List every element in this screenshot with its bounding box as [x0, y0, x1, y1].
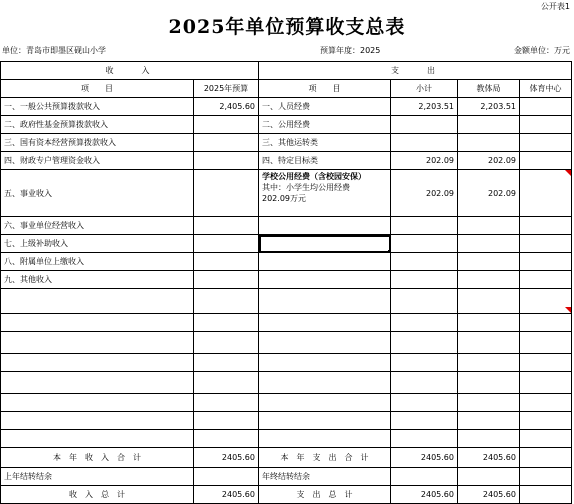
cell-income-value[interactable]	[194, 217, 259, 235]
empty-cell[interactable]	[458, 289, 520, 314]
cell-sports-center[interactable]	[520, 235, 572, 253]
cell-subtotal[interactable]	[391, 116, 458, 134]
cell-income-item[interactable]: 六、事业单位经营收入	[1, 217, 194, 235]
income-total-label[interactable]: 本 年 收 入 合 计	[1, 448, 194, 468]
cell-education-bureau[interactable]: 202.09	[458, 170, 520, 217]
expense-detail-line: 202.09万元	[262, 194, 306, 203]
unit-label: 单位：青岛市即墨区砚山小学	[2, 46, 106, 55]
empty-cell[interactable]	[520, 394, 572, 412]
expense-total-sports[interactable]	[520, 448, 572, 468]
cell-education-bureau[interactable]	[458, 217, 520, 235]
cell-sports-center[interactable]	[520, 134, 572, 152]
cell-sports-center[interactable]	[520, 253, 572, 271]
expense-sum-education[interactable]: 2405.60	[458, 486, 520, 504]
empty-cell[interactable]	[458, 332, 520, 354]
cell-expense-item[interactable]	[259, 217, 391, 235]
empty-cell[interactable]	[194, 332, 259, 354]
cell-expense-item[interactable]: 四、特定目标类	[259, 152, 391, 170]
cell-education-bureau[interactable]	[458, 253, 520, 271]
empty-cell[interactable]	[259, 314, 391, 332]
cell-income-item[interactable]: 五、事业收入	[1, 170, 194, 217]
report-tag: 公开表1	[540, 2, 570, 11]
section-header-row	[1, 62, 572, 80]
expense-total-education[interactable]: 2405.60	[458, 448, 520, 468]
empty-cell[interactable]	[458, 412, 520, 430]
cell-income-value[interactable]	[194, 170, 259, 217]
cell-income-item[interactable]: 二、政府性基金预算拨款收入	[1, 116, 194, 134]
income-section-header: 收 入	[1, 62, 259, 80]
cell-income-value[interactable]: 2,405.60	[194, 98, 259, 116]
cell-income-item[interactable]: 七、上级补助收入	[1, 235, 194, 253]
cell-income-value[interactable]	[194, 253, 259, 271]
grand-total-row	[1, 486, 572, 504]
income-sum-label[interactable]: 收 入 总 计	[1, 486, 194, 504]
cell-income-value[interactable]	[194, 152, 259, 170]
table-row	[1, 217, 572, 235]
empty-cell[interactable]	[194, 372, 259, 394]
empty-cell[interactable]	[1, 394, 194, 412]
cell-sports-center[interactable]	[520, 98, 572, 116]
income-total-value[interactable]: 2405.60	[194, 448, 259, 468]
empty-cell[interactable]	[391, 430, 458, 448]
empty-cell[interactable]	[194, 314, 259, 332]
income-expense-total-row	[1, 448, 572, 468]
empty-cell[interactable]	[1, 314, 194, 332]
cell-expense-item[interactable]	[259, 271, 391, 289]
page-title: 2025年单位预算收支总表	[168, 16, 406, 38]
empty-cell[interactable]	[194, 354, 259, 372]
cell-income-item[interactable]: 四、财政专户管理资金收入	[1, 152, 194, 170]
empty-cell[interactable]	[259, 289, 391, 314]
cell-income-value[interactable]	[194, 271, 259, 289]
cell-sports-center[interactable]	[520, 217, 572, 235]
empty-cell[interactable]	[458, 314, 520, 332]
empty-cell[interactable]	[194, 289, 259, 314]
cell-income-value[interactable]	[194, 134, 259, 152]
expense-sum-label[interactable]: 支 出 总 计	[259, 486, 391, 504]
expense-total-label[interactable]: 本 年 支 出 合 计	[259, 448, 391, 468]
empty-row	[1, 289, 572, 314]
empty-cell[interactable]	[1, 354, 194, 372]
col-education-bureau[interactable]: 教体局	[458, 80, 520, 98]
empty-row	[1, 372, 572, 394]
empty-cell[interactable]	[259, 354, 391, 372]
cell-subtotal[interactable]	[391, 134, 458, 152]
empty-cell[interactable]	[520, 289, 572, 314]
empty-cell[interactable]	[1, 332, 194, 354]
empty-cell[interactable]	[458, 394, 520, 412]
cell-education-bureau[interactable]	[458, 271, 520, 289]
cell-subtotal[interactable]	[391, 235, 458, 253]
carry-in-label[interactable]: 上年结转结余	[1, 468, 194, 486]
empty-row	[1, 332, 572, 354]
cell-income-item[interactable]: 三、国有资本经营预算拨款收入	[1, 134, 194, 152]
table-row	[1, 235, 572, 253]
carry-out-label[interactable]: 年终结转结余	[259, 468, 391, 486]
empty-cell[interactable]	[194, 430, 259, 448]
col-expense-item[interactable]: 项 目	[259, 80, 391, 98]
cell-income-item[interactable]: 一、一般公共预算拨款收入	[1, 98, 194, 116]
empty-cell[interactable]	[458, 354, 520, 372]
empty-cell[interactable]	[259, 412, 391, 430]
expense-section-header: 支 出	[259, 62, 572, 80]
cell-subtotal[interactable]: 2,203.51	[391, 98, 458, 116]
cell-expense-item[interactable]: 二、公用经费	[259, 116, 391, 134]
col-subtotal[interactable]: 小计	[391, 80, 458, 98]
cell-sports-center[interactable]	[520, 116, 572, 134]
fill-handle[interactable]	[388, 250, 391, 253]
table-row	[1, 116, 572, 134]
empty-row	[1, 314, 572, 332]
cell-subtotal[interactable]: 202.09	[391, 170, 458, 217]
column-header-row	[1, 80, 572, 98]
table-row	[1, 98, 572, 116]
cell-education-bureau[interactable]: 202.09	[458, 152, 520, 170]
empty-cell[interactable]	[520, 372, 572, 394]
empty-cell[interactable]	[391, 332, 458, 354]
budget-table	[0, 61, 572, 504]
carry-in-value[interactable]	[194, 468, 259, 486]
empty-cell[interactable]	[520, 412, 572, 430]
carry-out-sports[interactable]	[520, 468, 572, 486]
cell-education-bureau[interactable]	[458, 235, 520, 253]
table-row	[1, 253, 572, 271]
empty-row	[1, 394, 572, 412]
empty-cell[interactable]	[391, 314, 458, 332]
empty-cell[interactable]	[458, 372, 520, 394]
col-income-item[interactable]: 项 目	[1, 80, 194, 98]
cell-income-item[interactable]: 八、附属单位上缴收入	[1, 253, 194, 271]
cell-subtotal[interactable]	[391, 253, 458, 271]
cell-subtotal[interactable]: 202.09	[391, 152, 458, 170]
expense-total-subtotal[interactable]: 2405.60	[391, 448, 458, 468]
cell-education-bureau[interactable]: 2,203.51	[458, 98, 520, 116]
empty-cell[interactable]	[520, 332, 572, 354]
col-income-budget[interactable]: 2025年预算	[194, 80, 259, 98]
cell-subtotal[interactable]	[391, 271, 458, 289]
empty-cell[interactable]	[194, 412, 259, 430]
empty-row	[1, 430, 572, 448]
empty-cell[interactable]	[391, 412, 458, 430]
empty-cell[interactable]	[520, 354, 572, 372]
empty-cell[interactable]	[391, 394, 458, 412]
empty-cell[interactable]	[391, 289, 458, 314]
empty-cell[interactable]	[520, 430, 572, 448]
cell-education-bureau[interactable]	[458, 116, 520, 134]
cell-expense-item[interactable]: 三、其他运转类	[259, 134, 391, 152]
empty-cell[interactable]	[391, 372, 458, 394]
empty-row	[1, 412, 572, 430]
cell-income-value[interactable]	[194, 116, 259, 134]
comment-indicator-icon[interactable]	[565, 170, 571, 176]
cell-expense-item[interactable]: 一、人员经费	[259, 98, 391, 116]
cell-sports-center[interactable]	[520, 152, 572, 170]
empty-cell[interactable]	[259, 430, 391, 448]
col-sports-center[interactable]: 体育中心	[520, 80, 572, 98]
empty-cell[interactable]	[259, 394, 391, 412]
cell-expense-item-detail[interactable]	[259, 170, 391, 217]
expense-sum-subtotal[interactable]: 2405.60	[391, 486, 458, 504]
cell-education-bureau[interactable]	[458, 134, 520, 152]
cell-expense-item[interactable]	[259, 253, 391, 271]
empty-cell[interactable]	[458, 430, 520, 448]
table-row	[1, 152, 572, 170]
empty-cell[interactable]	[520, 314, 572, 332]
income-sum-value[interactable]: 2405.60	[194, 486, 259, 504]
cell-income-value[interactable]	[194, 235, 259, 253]
amount-unit-label: 金额单位：万元	[514, 46, 570, 55]
empty-cell[interactable]	[391, 354, 458, 372]
carry-out-education[interactable]	[458, 468, 520, 486]
table-row	[1, 170, 572, 217]
cell-income-item[interactable]: 九、其他收入	[1, 271, 194, 289]
cell-sports-center[interactable]	[520, 170, 572, 217]
selected-cell[interactable]	[259, 235, 391, 253]
empty-cell[interactable]	[1, 289, 194, 314]
empty-row	[1, 354, 572, 372]
budget-year-label: 预算年度：2025	[320, 46, 381, 55]
empty-cell[interactable]	[1, 430, 194, 448]
carry-out-subtotal[interactable]	[391, 468, 458, 486]
expense-sum-sports[interactable]	[520, 486, 572, 504]
empty-cell[interactable]	[194, 394, 259, 412]
comment-indicator-icon[interactable]	[565, 307, 571, 313]
table-row	[1, 271, 572, 289]
cell-subtotal[interactable]	[391, 217, 458, 235]
expense-detail-line: 其中：小学生均公用经费	[262, 183, 350, 192]
carry-over-row	[1, 468, 572, 486]
cell-sports-center[interactable]	[520, 271, 572, 289]
expense-detail-line: 学校公用经费（含校园安保）	[262, 172, 366, 181]
empty-cell[interactable]	[1, 412, 194, 430]
empty-cell[interactable]	[259, 372, 391, 394]
empty-cell[interactable]	[1, 372, 194, 394]
table-row	[1, 134, 572, 152]
empty-cell[interactable]	[259, 332, 391, 354]
